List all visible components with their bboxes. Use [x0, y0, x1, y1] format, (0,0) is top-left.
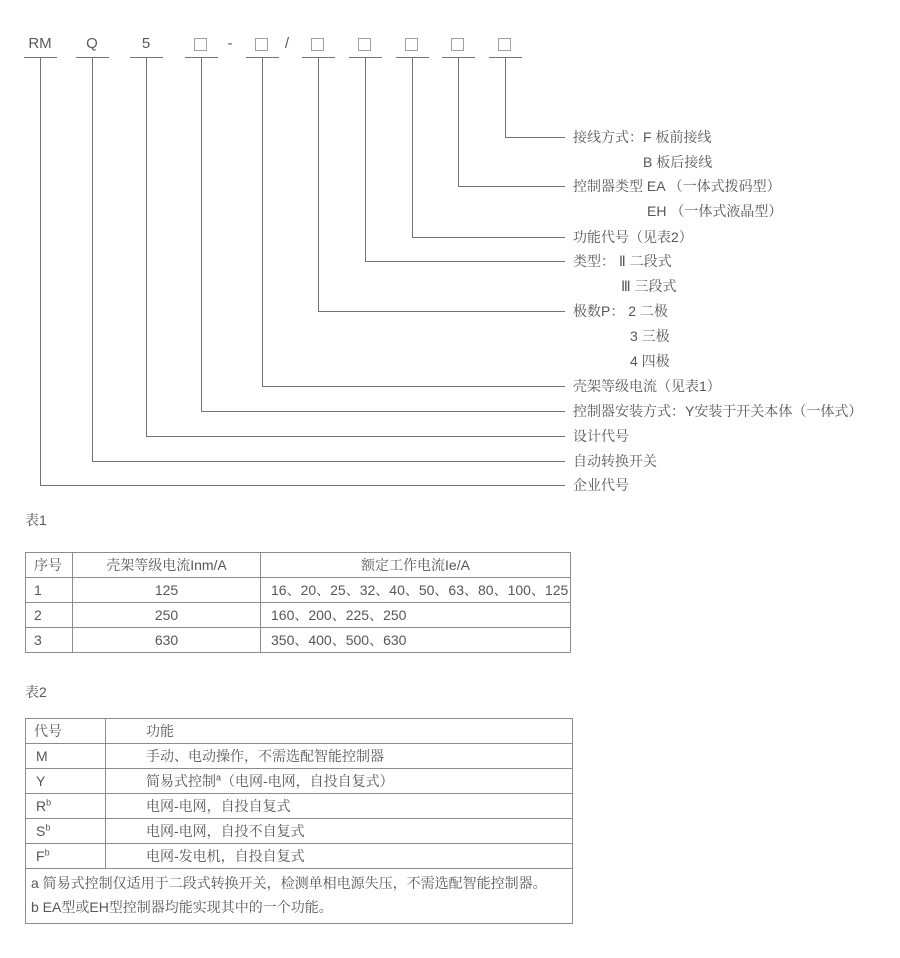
- label-frame-current: 壳架等级电流（见表1）: [573, 378, 721, 394]
- table-cell: 2: [26, 603, 73, 628]
- connector-line: [40, 57, 41, 485]
- code-box-frame-current: [194, 38, 207, 51]
- code-box-controller-type: [405, 38, 418, 51]
- separator-slash: /: [284, 35, 290, 52]
- table2-footnote-row: [26, 869, 573, 924]
- table-row: [26, 794, 573, 819]
- table-cell: Y: [26, 769, 106, 794]
- label-type: 类型： Ⅱ 二段式 Ⅲ 三段式: [573, 253, 677, 294]
- separator-dash: -: [227, 35, 233, 52]
- table1-header-row: [26, 553, 571, 578]
- table-row: [26, 578, 571, 603]
- footnote-a: a 简易式控制仅适用于二段式转换开关，检测单相电源失压，不需选配智能控制器。: [31, 875, 547, 891]
- connector-line: [262, 57, 263, 386]
- table-row: [26, 844, 573, 869]
- connector-line: [92, 57, 93, 461]
- table1-header-index: 序号: [26, 553, 73, 578]
- connector-line: [201, 57, 202, 411]
- table-cell: 630: [73, 628, 261, 653]
- connector-line: [146, 57, 147, 436]
- table2-header-function: 功能: [106, 719, 573, 744]
- connector-line: [262, 386, 565, 387]
- code-box-poles: [255, 38, 268, 51]
- table1-header-rated-current: 额定工作电流Ie/A: [261, 553, 571, 578]
- table1-caption: 表1: [25, 512, 47, 528]
- code-box-wiring: [498, 38, 511, 51]
- connector-line: [458, 186, 565, 187]
- table2-header-code: 代号: [26, 719, 106, 744]
- table-cell: $R^b$: [26, 794, 106, 819]
- label-company-code: 企业代号: [573, 477, 629, 493]
- table-cell: 简易式控制$^a$（电网-电网，自投自复式）: [106, 769, 573, 794]
- connector-line: [146, 436, 565, 437]
- table-cell: 16、20、25、32、40、50、63、80、100、125: [261, 578, 571, 603]
- table-cell: 电网-发电机，自投自复式: [106, 844, 573, 869]
- table-cell: 手动、电动操作，不需选配智能控制器: [106, 744, 573, 769]
- connector-line: [458, 57, 459, 186]
- connector-line: [412, 237, 565, 238]
- table-cell: $S^b$: [26, 819, 106, 844]
- connector-line: [505, 57, 506, 137]
- label-wiring-mode: 接线方式：F 板前接线 B 板后接线: [573, 129, 713, 170]
- connector-line: [365, 57, 366, 261]
- connector-line: [505, 137, 565, 138]
- table-row: [26, 769, 573, 794]
- table-cell: 125: [73, 578, 261, 603]
- code-digit-5: 5: [141, 35, 151, 52]
- connector-line: [412, 57, 413, 237]
- label-function-code: 功能代号（见表2）: [573, 229, 693, 245]
- table-row: [26, 628, 571, 653]
- connector-line: [40, 485, 565, 486]
- footnote-b: b EA型或EH型控制器均能实现其中的一个功能。: [31, 899, 333, 915]
- code-box-controller-mounting: [451, 38, 464, 51]
- table-row: [26, 603, 571, 628]
- connector-line: [92, 461, 565, 462]
- code-letter-q: Q: [86, 35, 98, 52]
- table-row: [26, 819, 573, 844]
- connector-line: [318, 311, 565, 312]
- table-cell: $F^b$: [26, 844, 106, 869]
- label-controller-type: 控制器类型 EA （一体式拨码型） EH （一体式液晶型）: [573, 178, 783, 219]
- table-cell: 1: [26, 578, 73, 603]
- table-row: [26, 744, 573, 769]
- label-controller-mounting: 控制器安装方式：Y安装于开关本体（一体式）: [573, 403, 863, 419]
- table1-frame-current: [25, 552, 571, 653]
- label-poles: 极数P： 2 二极 3 三极 4 四极: [573, 303, 670, 369]
- label-design-code: 设计代号: [573, 428, 629, 444]
- code-box-type: [311, 38, 324, 51]
- table-cell: M: [26, 744, 106, 769]
- label-switch-name: 自动转换开关: [573, 453, 657, 469]
- connector-line: [201, 411, 565, 412]
- table2-function-codes: [25, 718, 573, 924]
- table-cell: 3: [26, 628, 73, 653]
- code-box-function: [358, 38, 371, 51]
- connector-line: [365, 261, 565, 262]
- table-cell: 160、200、225、250: [261, 603, 571, 628]
- table-cell: 250: [73, 603, 261, 628]
- connector-line: [318, 57, 319, 311]
- table-cell: 电网-电网，自投自复式: [106, 794, 573, 819]
- code-prefix-rm: RM: [28, 35, 52, 52]
- table2-caption: 表2: [25, 684, 47, 700]
- table-cell: 350、400、500、630: [261, 628, 571, 653]
- table-cell: 电网-电网，自投不自复式: [106, 819, 573, 844]
- table2-header-row: [26, 719, 573, 744]
- table1-header-frame-current: 壳架等级电流Inm/A: [73, 553, 261, 578]
- table2-footnotes: [26, 869, 573, 924]
